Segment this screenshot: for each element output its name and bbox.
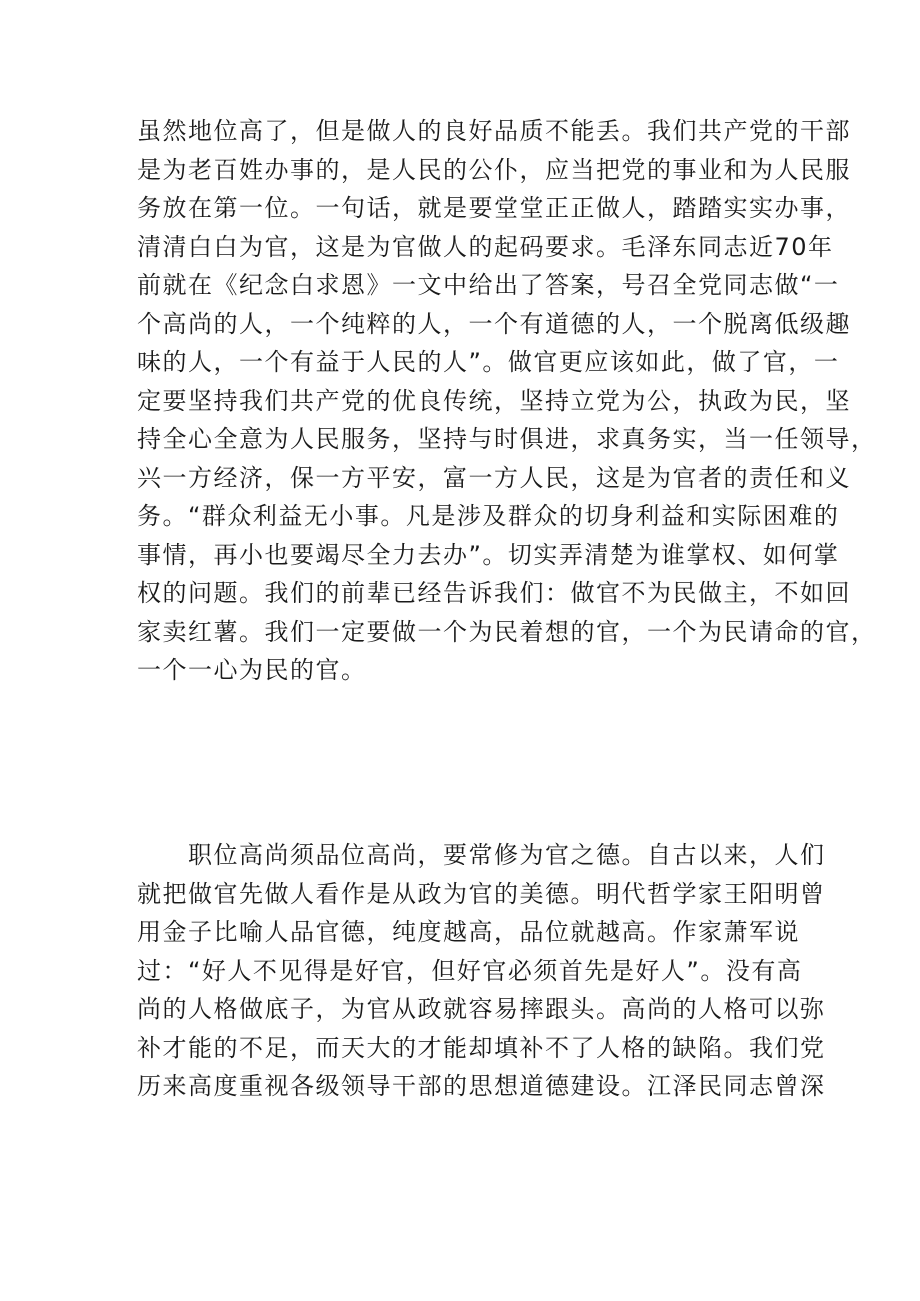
text-line: 务放在第一位。一句话，就是要堂堂正正做人，踏踏实实办事，: [137, 194, 851, 222]
text-line: 家卖红薯。我们一定要做一个为民着想的官，一个为民请命的官，: [137, 617, 877, 646]
text-line: 是为老百姓办事的，是人民的公仆，应当把党的事业和为人民服: [137, 155, 851, 184]
text-line: 味的人，一个有益于人民的人”。做官更应该如此，做了官，一: [137, 348, 840, 376]
text-line: 历来高度重视各级领导干部的思想道德建设。江泽民同志曾深: [137, 1072, 826, 1100]
paragraph-2: [137, 836, 826, 1106]
text-line: 尚的人格做底子，为官从政就容易摔跟头。高尚的人格可以弥: [137, 995, 826, 1023]
text-line: 务。“群众利益无小事。凡是涉及群众的切身利益和实际困难的: [137, 502, 840, 530]
text-line: 补才能的不足，而天大的才能却填补不了人格的缺陷。我们党: [137, 1033, 826, 1062]
text-line: 就把做官先做人看作是从政为官的美德。明代哲学家王阳明曾: [137, 879, 826, 908]
text-line: 过：“好人不见得是好官，但好官必须首先是好人”。没有高: [137, 956, 803, 985]
text-line: 兴一方经济，保一方平安，富一方人民，这是为官者的责任和义: [137, 463, 851, 492]
text-line: 清清白白为官，这是为官做人的起码要求。毛泽东同志近70年: [137, 232, 834, 261]
text-line: 定要坚持我们共产党的优良传统，坚持立党为公，执政为民，坚: [137, 386, 851, 415]
paragraph-1: [137, 112, 877, 690]
text-line: 持全心全意为人民服务，坚持与时俱进，求真务实，当一任领导，: [137, 425, 877, 453]
text-line: 职位高尚须品位高尚，要常修为官之德。自古以来，人们: [137, 841, 826, 869]
text-line: 用金子比喻人品官德，纯度越高，品位就越高。作家萧军说: [137, 918, 800, 946]
text-line: 个高尚的人，一个纯粹的人，一个有道德的人，一个脱离低级趣: [137, 309, 851, 338]
text-line: 一个一心为民的官。: [137, 656, 367, 684]
text-line: 事情，再小也要竭尽全力去办”。切实弄清楚为谁掌权、如何掌: [137, 540, 840, 569]
text-line: 虽然地位高了，但是做人的良好品质不能丢。我们共产党的干部: [137, 117, 851, 145]
text-line: 前就在《纪念白求恩》一文中给出了答案，号召全党同志做“一: [137, 271, 840, 299]
text-line: 权的问题。我们的前辈已经告诉我们：做官不为民做主，不如回: [137, 579, 851, 607]
